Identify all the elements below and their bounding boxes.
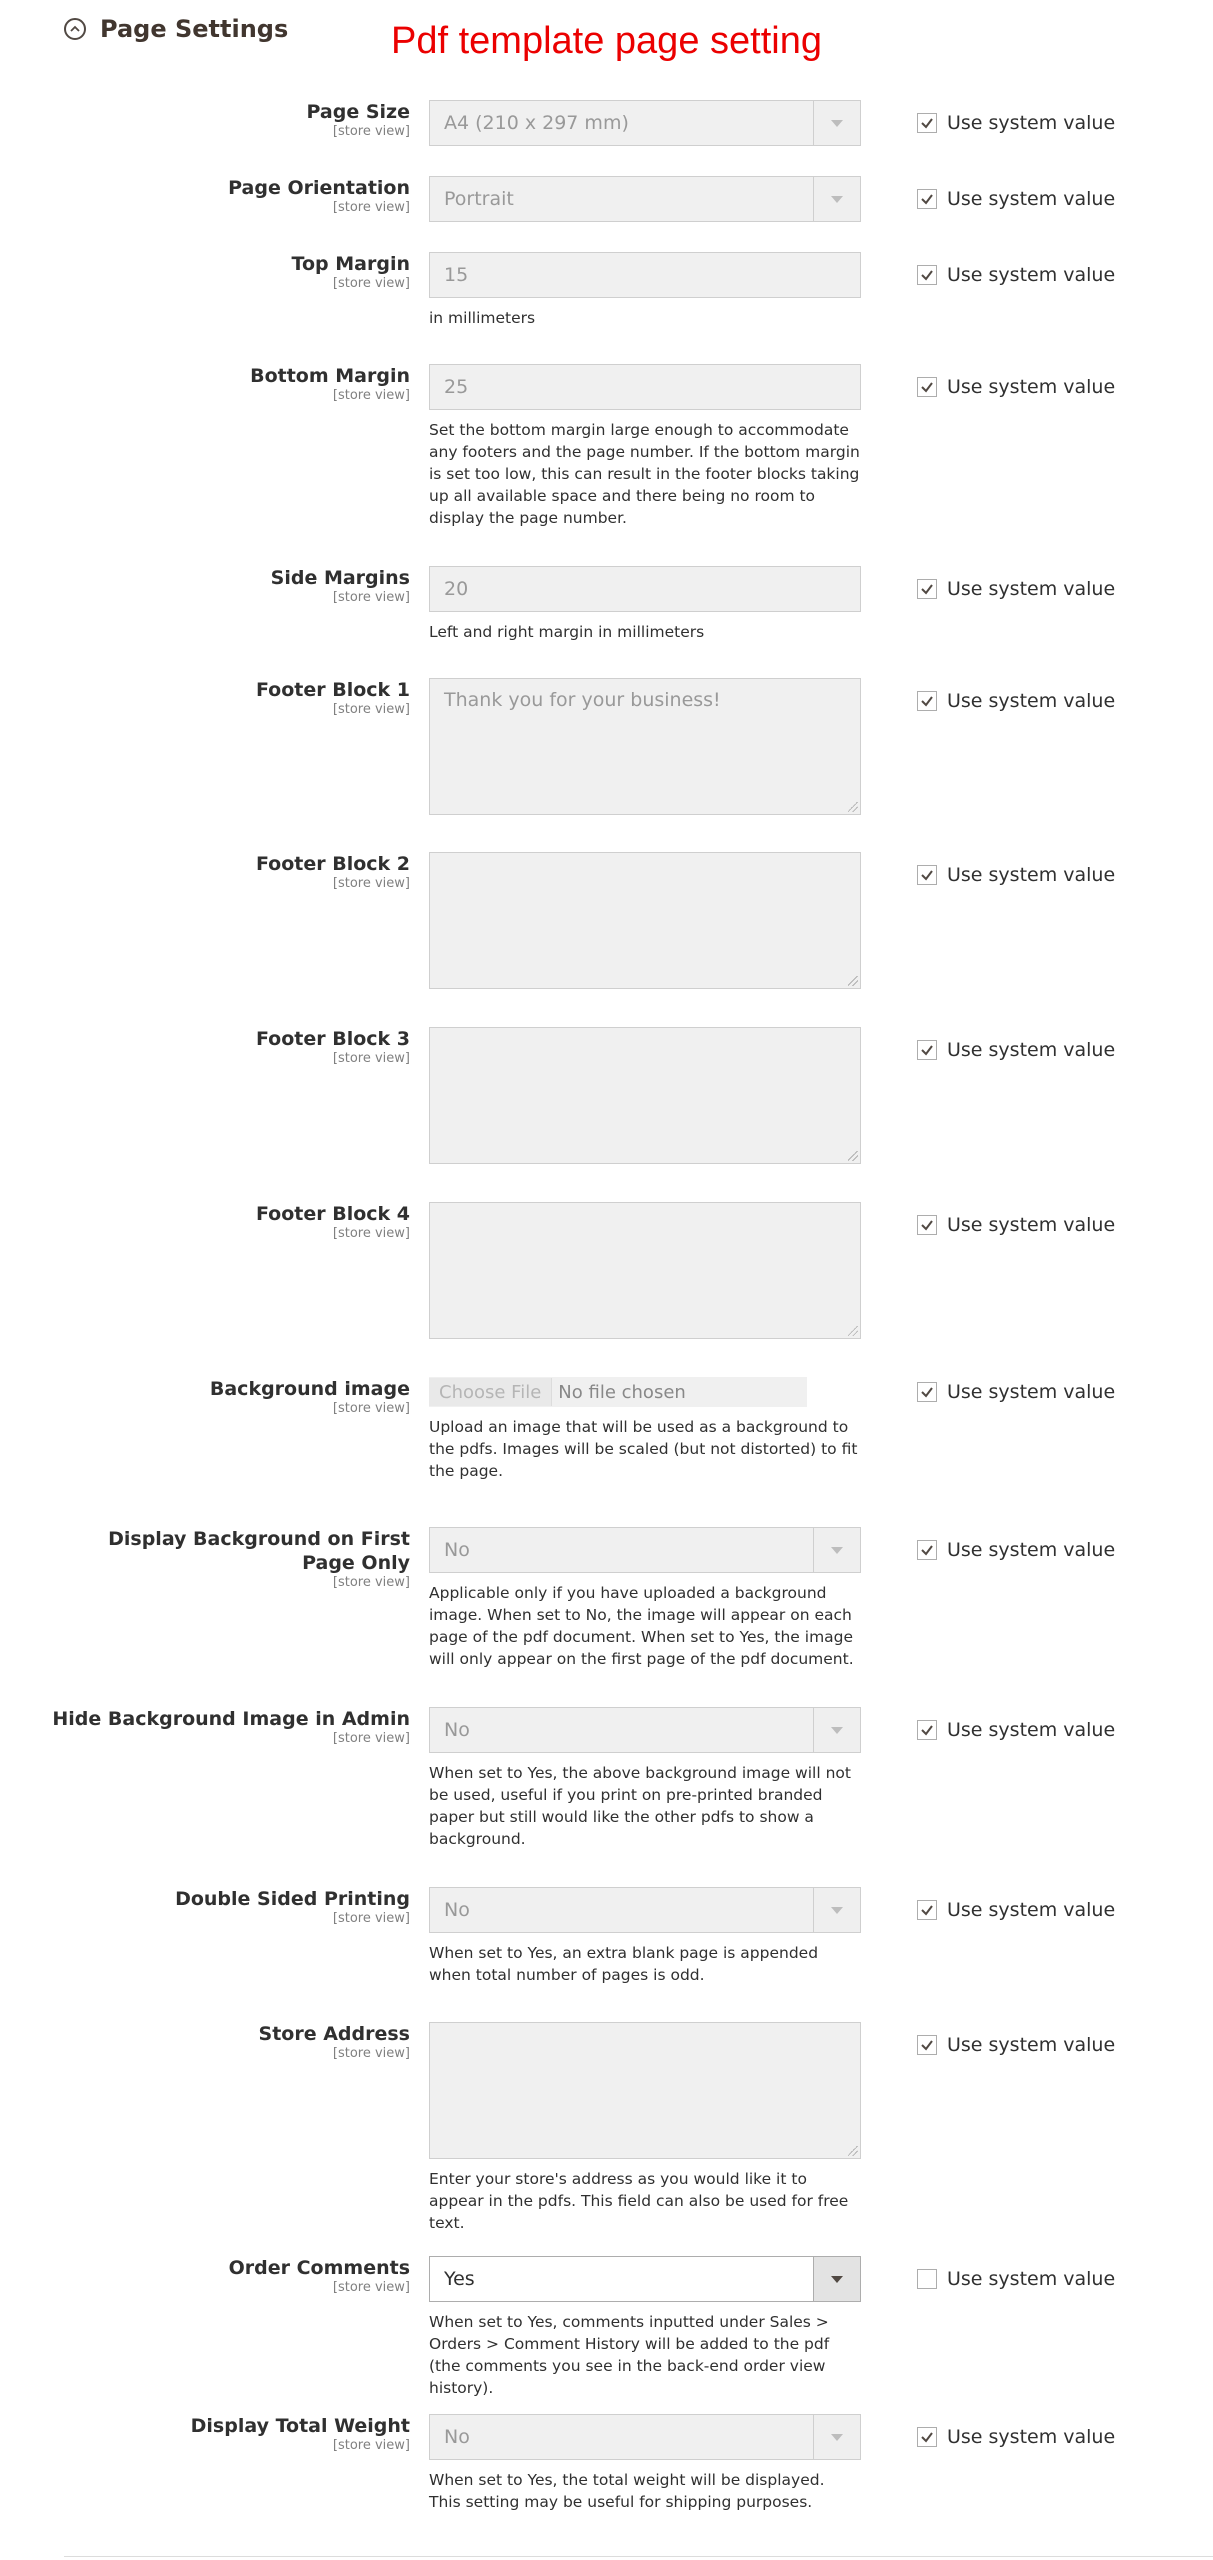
checkmark-icon [920,1218,934,1232]
field-label-group [52,1707,410,1746]
checkmark-icon [920,582,934,596]
checkmark-icon [920,2038,934,2052]
use-system-value-label: Use system value [947,1899,1116,1921]
use-system-value-store-address[interactable] [917,2034,1115,2056]
field-label-group [80,1527,410,1590]
use-system-value-label: Use system value [947,264,1116,286]
use-system-value-label: Use system value [947,1719,1116,1741]
order-comments-select[interactable] [429,2256,861,2302]
dropdown-arrow-icon[interactable] [813,1888,860,1932]
resize-handle-icon[interactable] [848,2146,858,2156]
field-label: Side Margins [270,567,410,589]
resize-handle-icon[interactable] [848,976,858,986]
use-system-value-checkbox[interactable] [917,1900,937,1920]
use-system-value-footer-block-4[interactable] [917,1214,1115,1236]
use-system-value-footer-block-2[interactable] [917,864,1115,886]
background-image-file-input[interactable] [429,1377,807,1407]
side-margins-input[interactable] [429,566,861,612]
dropdown-arrow-icon[interactable] [813,2257,860,2301]
display-background-on-first-page-only-select[interactable] [429,1527,861,1573]
use-system-value-checkbox[interactable] [917,1382,937,1402]
field-label: Hide Background Image in Admin [52,1708,410,1730]
checkmark-icon [920,694,934,708]
field-label: Bottom Margin [250,365,410,387]
use-system-value-background-image[interactable] [917,1381,1115,1403]
checkmark-icon [920,380,934,394]
dropdown-arrow-icon[interactable] [813,1708,860,1752]
field-control [429,1202,861,1339]
use-system-value-hide-background-image-in-admin[interactable] [917,1719,1115,1741]
field-note: When set to Yes, an extra blank page is appended when total number of pages is odd. [429,1944,819,1984]
field-label: Footer Block 1 [255,679,410,701]
scope-label: [store view] [332,1911,410,1926]
use-system-value-label: Use system value [947,690,1116,712]
use-system-value-label: Use system value [947,578,1116,600]
select-value: Yes [444,2268,475,2290]
use-system-value-label: Use system value [947,2268,1116,2290]
scope-label: [store view] [332,200,410,215]
use-system-value-checkbox[interactable] [917,1040,937,1060]
choose-file-button[interactable]: Choose File [429,1378,552,1406]
checkmark-icon [920,868,934,882]
store-address-textarea[interactable] [429,2022,861,2159]
input-value: 15 [444,264,469,286]
scope-label: [store view] [332,2438,410,2453]
scope-label: [store view] [332,590,410,605]
use-system-value-checkbox[interactable] [917,2035,937,2055]
field-label-group [250,364,410,403]
field-note: Set the bottom margin large enough to accommodate any footers and the page number. If the bottom margin is set too low, this can result in the footer blocks taking up all available space and there being no room to display the page number. [429,421,860,527]
scope-label: [store view] [332,1401,410,1416]
use-system-value-checkbox[interactable] [917,1215,937,1235]
field-label-group [191,2414,410,2453]
use-system-value-label: Use system value [947,112,1116,134]
section-divider [64,2556,1213,2557]
field-label: Top Margin [291,253,410,275]
select-value: No [444,1899,470,1921]
hide-background-image-in-admin-select[interactable] [429,1707,861,1753]
field-control [429,2256,861,2399]
use-system-value-top-margin[interactable] [917,264,1115,286]
file-status: No file chosen [558,1381,686,1403]
field-note: in millimeters [429,309,536,327]
scope-label: [store view] [332,2280,410,2295]
field-label-group [228,176,410,215]
field-control [429,1027,861,1164]
use-system-value-label: Use system value [947,1381,1116,1403]
use-system-value-label: Use system value [947,376,1116,398]
use-system-value-label: Use system value [947,2034,1116,2056]
checkmark-icon [920,1043,934,1057]
page-size-select[interactable] [429,100,861,146]
footer-block-4-textarea[interactable] [429,1202,861,1339]
resize-handle-icon[interactable] [848,1326,858,1336]
annotation-caption: Pdf template page setting [391,20,822,62]
checkmark-icon [920,1723,934,1737]
field-label: Display Total Weight [190,2415,410,2437]
field-label: Store Address [258,2023,410,2045]
footer-block-2-textarea[interactable] [429,852,861,989]
field-label: Footer Block 3 [255,1028,410,1050]
use-system-value-checkbox[interactable] [917,1720,937,1740]
field-control [429,2022,861,2234]
field-label: Order Comments [228,2257,410,2279]
display-total-weight-select[interactable] [429,2414,861,2460]
checkmark-icon [920,192,934,206]
top-margin-input[interactable] [429,252,861,298]
field-label: Page Orientation [228,177,410,199]
field-label-group [259,2022,410,2061]
field-control [429,1887,861,1986]
field-note: When set to Yes, the total weight will be displayed. This setting may be useful for shipping purposes. [429,2471,825,2511]
use-system-value-checkbox[interactable] [917,2427,937,2447]
field-control [429,364,861,529]
field-label: Double Sided Printing [175,1888,410,1910]
field-control [429,1377,861,1482]
use-system-value-bottom-margin[interactable] [917,376,1115,398]
checkmark-icon [920,2430,934,2444]
use-system-value-display-background-on-first-page-only[interactable] [917,1539,1115,1561]
checkmark-icon [920,268,934,282]
use-system-value-footer-block-3[interactable] [917,1039,1115,1061]
dropdown-arrow-icon[interactable] [813,177,860,221]
field-label-group [256,852,410,891]
field-control [429,100,861,146]
field-label: Page Size [306,101,410,123]
field-label-group [175,1887,410,1926]
field-note: When set to Yes, comments inputted under Sales > Orders > Comment History will be added to the pdf (the comments you see in the back-end order view history). [429,2313,830,2397]
scope-label: [store view] [332,124,410,139]
field-label: Background image [209,1378,410,1400]
use-system-value-checkbox[interactable] [917,113,937,133]
scope-label: [store view] [332,276,410,291]
double-sided-printing-select[interactable] [429,1887,861,1933]
field-label-group [307,100,410,139]
scope-label: [store view] [332,1731,410,1746]
field-control [429,2414,861,2513]
use-system-value-checkbox[interactable] [917,189,937,209]
use-system-value-checkbox[interactable] [917,579,937,599]
scope-label: [store view] [332,1226,410,1241]
use-system-value-label: Use system value [947,2426,1116,2448]
field-control [429,1707,861,1850]
field-note: Applicable only if you have uploaded a background image. When set to No, the image will appear on each page of the pdf document. When set to Yes, the image will only appear on the first page of the pdf document. [429,1584,854,1668]
field-label-group [256,1027,410,1066]
scope-label: [store view] [332,1575,410,1590]
checkmark-icon [920,1903,934,1917]
use-system-value-display-total-weight[interactable] [917,2426,1115,2448]
use-system-value-checkbox[interactable] [917,865,937,885]
field-label-group [229,2256,410,2295]
field-note: When set to Yes, the above background image will not be used, useful if you print on pre-printed branded paper but still would like the other pdfs to show a background. [429,1764,851,1848]
field-label-group [210,1377,410,1416]
textarea-value: Thank you for your business! [444,689,721,711]
field-label: Display Background on First Page Only [108,1528,410,1574]
select-value: No [444,2426,470,2448]
field-note: Enter your store's address as you would like it to appear in the pdfs. This field can also be used for free text. [429,2170,849,2232]
footer-block-3-textarea[interactable] [429,1027,861,1164]
use-system-value-side-margins[interactable] [917,578,1115,600]
input-value: 20 [444,578,469,600]
select-value: A4 (210 x 297 mm) [444,112,629,134]
scope-label: [store view] [332,876,410,891]
dropdown-arrow-icon[interactable] [813,2415,860,2459]
checkmark-icon [920,116,934,130]
checkmark-icon [920,1385,934,1399]
checkmark-icon [920,1543,934,1557]
dropdown-arrow-icon[interactable] [813,1528,860,1572]
scope-label: [store view] [332,2046,410,2061]
use-system-value-double-sided-printing[interactable] [917,1899,1115,1921]
use-system-value-footer-block-1[interactable] [917,690,1115,712]
field-label-group [292,252,410,291]
field-control [429,566,861,643]
field-control [429,852,861,989]
field-label: Footer Block 4 [255,1203,410,1225]
scope-label: [store view] [332,1051,410,1066]
use-system-value-checkbox[interactable] [917,691,937,711]
field-control [429,176,861,222]
dropdown-arrow-icon[interactable] [813,101,860,145]
field-control [429,678,861,815]
field-note: Left and right margin in millimeters [429,623,705,641]
page-orientation-select[interactable] [429,176,861,222]
field-note: Upload an image that will be used as a background to the pdfs. Images will be scaled (but not distorted) to fit the page. [429,1418,858,1480]
use-system-value-checkbox[interactable] [917,265,937,285]
select-value: No [444,1539,470,1561]
scope-label: [store view] [332,702,410,717]
footer-block-1-textarea[interactable] [429,678,861,815]
use-system-value-label: Use system value [947,1539,1116,1561]
input-value: 25 [444,376,469,398]
bottom-margin-input[interactable] [429,364,861,410]
select-value: Portrait [444,188,514,210]
use-system-value-checkbox[interactable] [917,1540,937,1560]
use-system-value-checkbox[interactable] [917,2269,937,2289]
field-control [429,252,861,329]
field-control [429,1527,861,1670]
resize-handle-icon[interactable] [848,1151,858,1161]
resize-handle-icon[interactable] [848,802,858,812]
field-label-group [256,1202,410,1241]
field-label-group [256,678,410,717]
use-system-value-label: Use system value [947,1214,1116,1236]
scope-label: [store view] [332,388,410,403]
use-system-value-page-orientation[interactable] [917,188,1115,210]
use-system-value-order-comments[interactable] [917,2268,1115,2290]
use-system-value-checkbox[interactable] [917,377,937,397]
use-system-value-label: Use system value [947,1039,1116,1061]
use-system-value-label: Use system value [947,864,1116,886]
field-label-group [271,566,410,605]
section-title: Page Settings [100,15,289,43]
use-system-value-page-size[interactable] [917,112,1115,134]
use-system-value-label: Use system value [947,188,1116,210]
field-label: Footer Block 2 [255,853,410,875]
select-value: No [444,1719,470,1741]
